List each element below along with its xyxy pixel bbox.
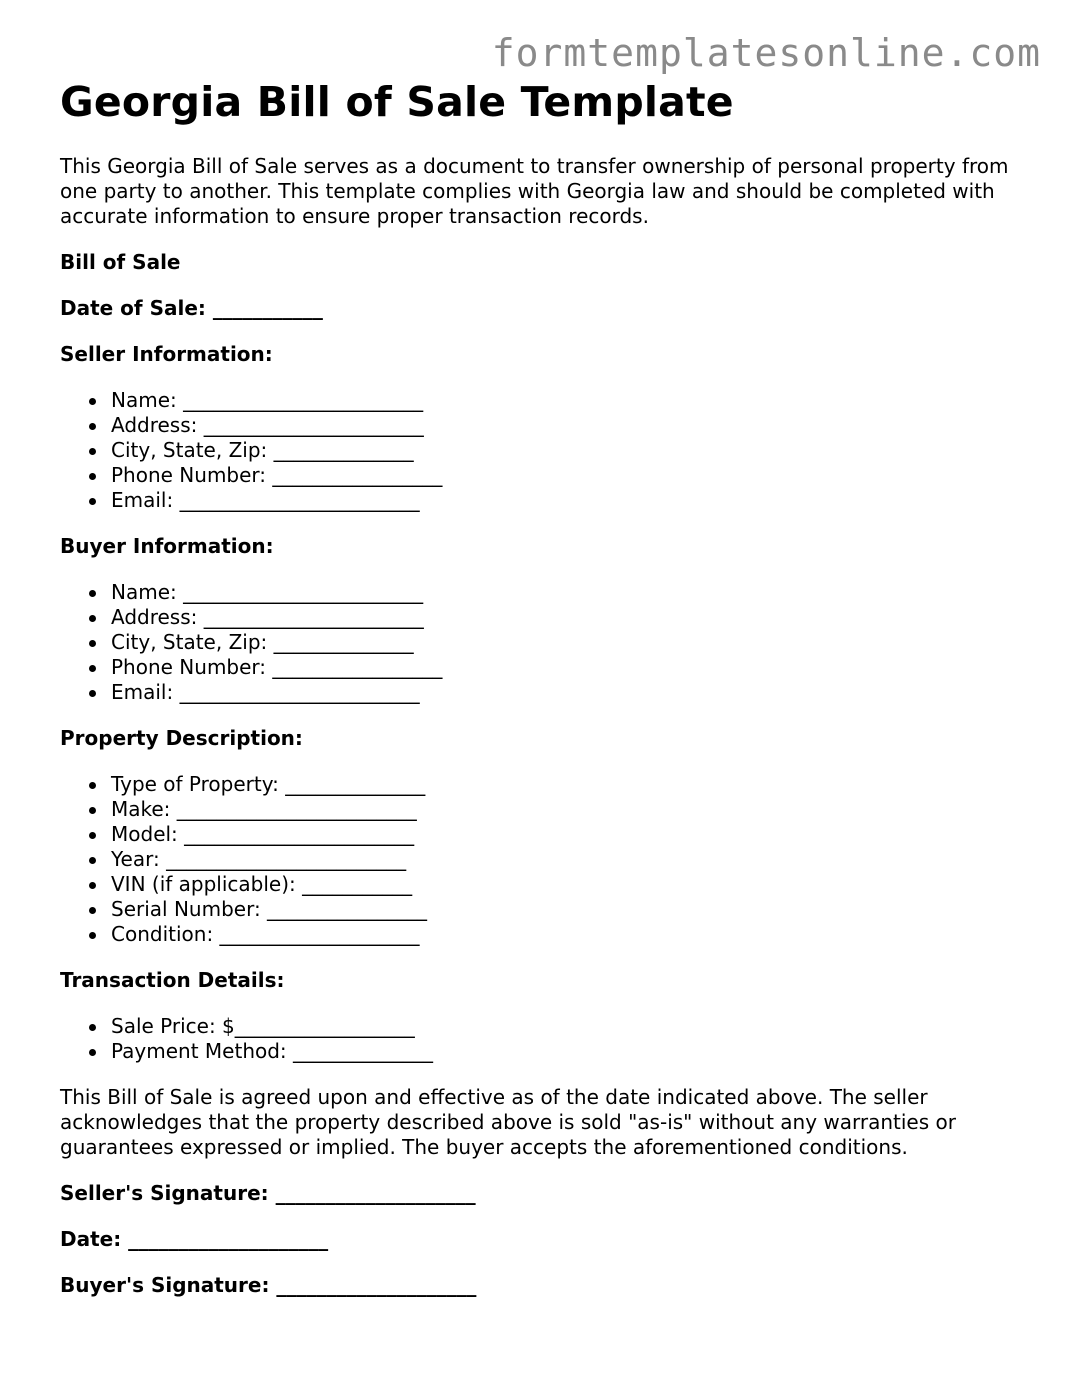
payment-method-field: Payment Method: ______________ xyxy=(111,1039,1020,1064)
document-body xyxy=(60,76,1020,1298)
property-year-field: Year: ________________________ xyxy=(111,847,1020,872)
intro-paragraph: This Georgia Bill of Sale serves as a document to transfer ownership of personal property from one party to another. This template complies with Georgia law and should be completed with accurate information to ensure proper transaction records. xyxy=(60,154,1009,228)
property-fields-list xyxy=(60,772,1020,947)
signature-date-field: Date: ____________________ xyxy=(60,1227,329,1251)
property-serial-number-field: Serial Number: ________________ xyxy=(111,897,1020,922)
transaction-details-heading: Transaction Details: xyxy=(60,968,285,992)
seller-information-heading: Seller Information: xyxy=(60,342,273,366)
property-make-field: Make: ________________________ xyxy=(111,797,1020,822)
buyer-email-field: Email: ________________________ xyxy=(111,680,1020,705)
closing-paragraph: This Bill of Sale is agreed upon and effective as of the date indicated above. The seller acknowledges that the property described above is sold "as-is" without any warranties or guarantees expressed or implied. The buyer accepts the aforementioned conditions. xyxy=(60,1085,956,1159)
buyer-city-state-zip-field: City, State, Zip: ______________ xyxy=(111,630,1020,655)
buyer-signature-field: Buyer's Signature: ____________________ xyxy=(60,1273,477,1297)
seller-phone-field: Phone Number: _________________ xyxy=(111,463,1020,488)
watermark: formtemplatesonline.com xyxy=(491,31,1041,75)
seller-signature-field: Seller's Signature: ____________________ xyxy=(60,1181,476,1205)
page-title: Georgia Bill of Sale Template xyxy=(60,78,734,126)
date-of-sale-field: Date of Sale: ___________ xyxy=(60,296,323,320)
property-type-field: Type of Property: ______________ xyxy=(111,772,1020,797)
sale-price-field: Sale Price: $__________________ xyxy=(111,1014,1020,1039)
buyer-fields-list xyxy=(60,580,1020,705)
transaction-fields-list xyxy=(60,1014,1020,1064)
property-condition-field: Condition: ____________________ xyxy=(111,922,1020,947)
seller-name-field: Name: ________________________ xyxy=(111,388,1020,413)
bill-of-sale-heading: Bill of Sale xyxy=(60,250,181,274)
buyer-information-heading: Buyer Information: xyxy=(60,534,274,558)
buyer-address-field: Address: ______________________ xyxy=(111,605,1020,630)
property-description-heading: Property Description: xyxy=(60,726,303,750)
buyer-name-field: Name: ________________________ xyxy=(111,580,1020,605)
seller-fields-list xyxy=(60,388,1020,513)
buyer-phone-field: Phone Number: _________________ xyxy=(111,655,1020,680)
property-model-field: Model: _______________________ xyxy=(111,822,1020,847)
seller-email-field: Email: ________________________ xyxy=(111,488,1020,513)
property-vin-field: VIN (if applicable): ___________ xyxy=(111,872,1020,897)
seller-city-state-zip-field: City, State, Zip: ______________ xyxy=(111,438,1020,463)
seller-address-field: Address: ______________________ xyxy=(111,413,1020,438)
